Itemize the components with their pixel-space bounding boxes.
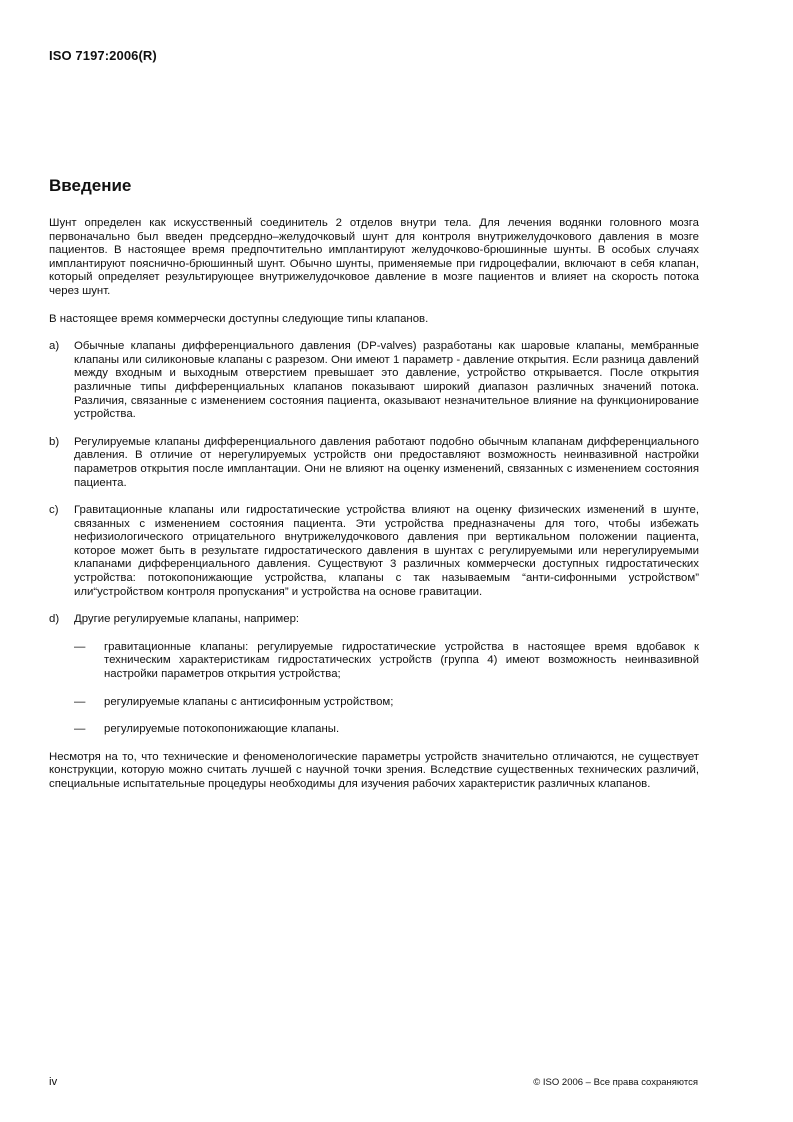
- dash-bullet: —: [74, 695, 86, 708]
- list-item-a: [49, 340, 699, 422]
- sublist-item-text: гравитационные клапаны: регулируемые гидростатические устройства в настоящее время вдобавок к техническим характеристикам гидростатических устройств (группа 4) имеют возможность неинвазивной настройки параметров открытия устройства;: [104, 640, 699, 681]
- list-item-c: [49, 504, 699, 599]
- copyright-notice: © ISO 2006 – Все права сохраняются: [533, 1077, 698, 1088]
- section-title: Введение: [49, 176, 132, 195]
- document-body: [49, 217, 699, 806]
- sublist-item-flow-reducing: [74, 723, 699, 737]
- sublist-item-text: регулируемые потокопонижающие клапаны.: [104, 723, 340, 736]
- dash-bullet: —: [74, 723, 86, 736]
- list-marker: b): [49, 435, 60, 448]
- page-number: iv: [49, 1076, 58, 1088]
- intro-paragraph-1: Шунт определен как искусственный соединитель 2 отделов внутри тела. Для лечения водянки головного мозга первоначально был введен предсердно–желудочковый шунт для контроля внутрижелудочкового давления в мозге пациентов. В настоящее время предпочтительно имплантируют желудочково-брюшинные шунты. В особых случаях имплантируют пояснично-брюшинный шунт. Обычно шунты, применяемые при гидроцефалии, включают в себя клапан, который определяет результирующее внутрижелудочковое давление в мозге пациентов и влияет на скорость потока через шунт.: [49, 217, 699, 297]
- list-item-text: Регулируемые клапаны дифференциального давления работают подобно обычным клапанам дифференциального давления. В отличие от нерегулируемых устройств они предоставляют возможность неинвазивной настройки параметров открытия после имплантации. Они не влияют на оценку изменений, связанных с изменением состояния пациента.: [74, 435, 699, 489]
- intro-paragraph-2: В настоящее время коммерчески доступны следующие типы клапанов.: [49, 312, 429, 325]
- dash-bullet: —: [74, 640, 86, 653]
- sublist: [74, 641, 699, 737]
- list-marker: c): [49, 504, 59, 517]
- document-id-header: ISO 7197:2006(R): [49, 48, 157, 63]
- list-item-text: Обычные клапаны дифференциального давления (DP-valves) разработаны как шаровые клапаны, мембранные клапаны или силиконовые клапаны с разрезом. Они имеют 1 параметр - давление открытия. Если разница давлений между входным и выходным отверстием превышает это давление, устройство открывается. После открытия различные типы дифференциальных клапанов показывают широкий диапазон различных значений потока. Различия, связанные с изменением состояния пациента, оказывают незначительное влияние на функционирование устройства.: [74, 340, 699, 421]
- list-item-d: [49, 613, 699, 737]
- list-marker: a): [49, 340, 60, 353]
- sublist-item-antisiphon: [74, 696, 699, 710]
- list-item-b: [49, 436, 699, 490]
- list-marker: d): [49, 613, 60, 626]
- closing-paragraph: Несмотря на то, что технические и феноменологические параметры устройств значительно отличаются, не существует конструкции, которую можно считать лучшей с научной точки зрения. Вследствие существенных технических различий, специальные испытательные процедуры необходимы для изучения рабочих характеристик различных клапанов.: [49, 750, 699, 790]
- sublist-item-gravitational: [74, 641, 699, 682]
- list-item-text: Другие регулируемые клапаны, например:: [74, 613, 300, 626]
- list-item-text: Гравитационные клапаны или гидростатические устройства влияют на оценку физических изменений в шунте, связанных с изменением состояния пациента. Эти устройства предназначены для того, чтобы избежать нефизиологического отрицательного внутрижелудочкового давления при вертикальном положении пациента, которое может быть в результате гидростатического давления в шунтах с регулируемыми или нерегулируемыми клапанами дифференциального давления. Существуют 3 различных коммерчески доступных гидростатических устройства: потокопонижающие устройства, клапаны с так называемым “анти-сифонными устройством” или“устройством контроля пропускания” и устройства на основе гравитации.: [74, 504, 699, 598]
- sublist-item-text: регулируемые клапаны с антисифонным устройством;: [104, 695, 394, 708]
